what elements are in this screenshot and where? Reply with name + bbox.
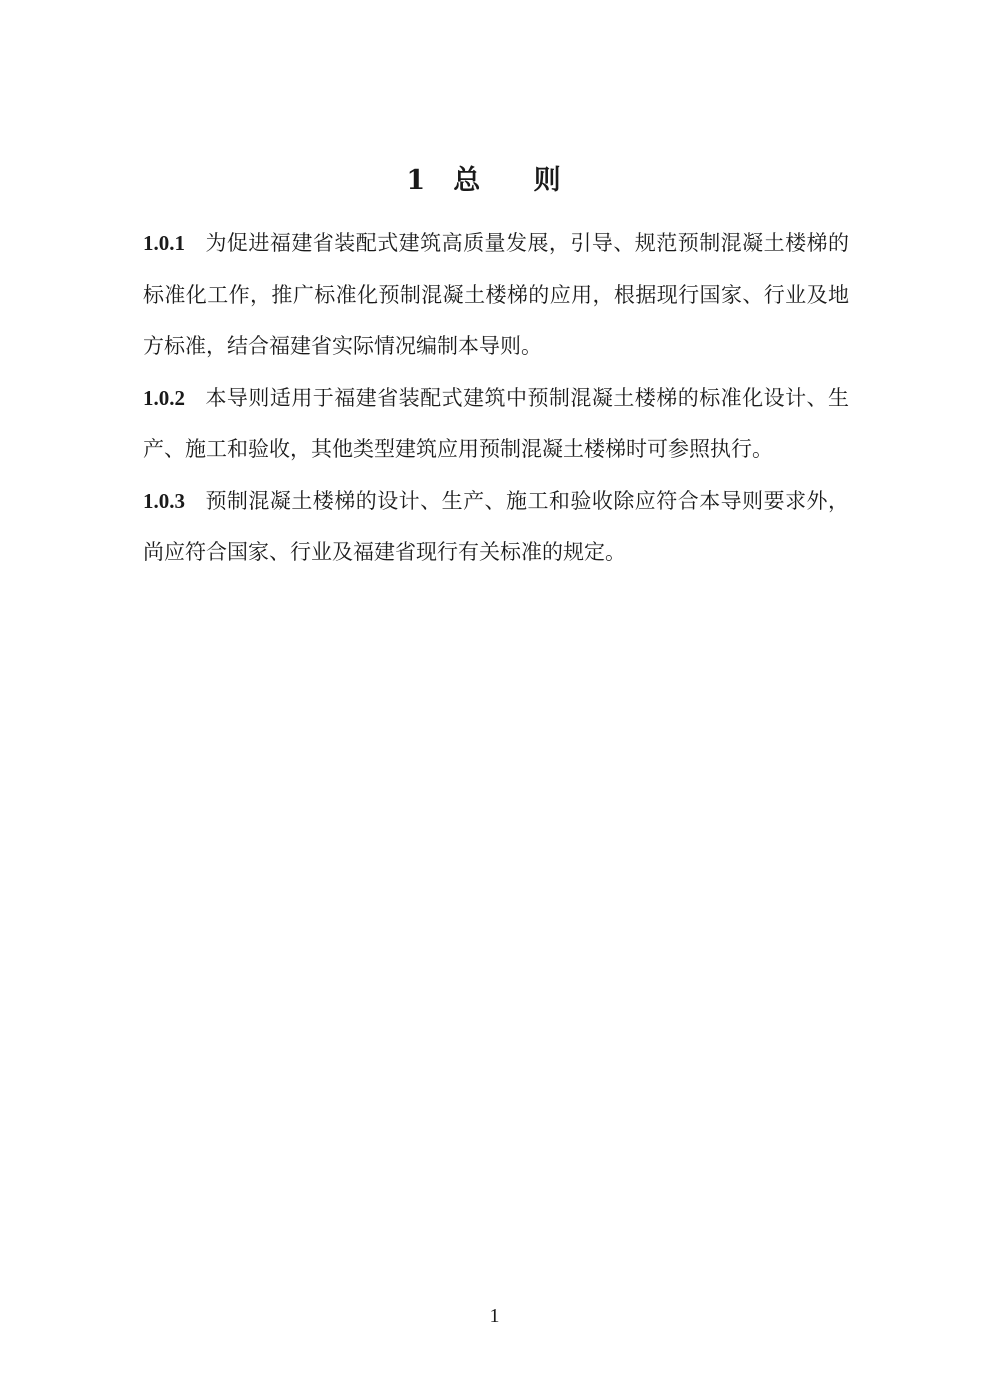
clause-text: 预制混凝土楼梯的设计、生产、施工和验收除应符合本导则要求外，尚应符合国家、行业及福建省现行有关标准的规定。: [143, 488, 849, 564]
clause-list: [143, 218, 849, 579]
clause-number: 1.0.2: [143, 385, 185, 410]
clause-number: 1.0.3: [143, 488, 185, 513]
page-number: 1: [489, 1305, 500, 1327]
clause-text: 为促进福建省装配式建筑高质量发展，引导、规范预制混凝土楼梯的标准化工作，推广标准化预制混凝土楼梯的应用，根据现行国家、行业及地方标准，结合福建省实际情况编制本导则。: [143, 231, 849, 358]
chapter-number: 1: [406, 165, 428, 197]
clause-1-0-1: [143, 218, 849, 373]
clause-number: 1.0.1: [143, 231, 185, 255]
clause-1-0-2: [143, 373, 849, 476]
clause-1-0-3: [143, 476, 849, 579]
chapter-name: 总 则: [453, 165, 583, 197]
clause-text: 本导则适用于福建省装配式建筑中预制混凝土楼梯的标准化设计、生产、施工和验收，其他类型建筑应用预制混凝土楼梯时可参照执行。: [143, 385, 849, 461]
chapter-title: [0, 158, 989, 197]
